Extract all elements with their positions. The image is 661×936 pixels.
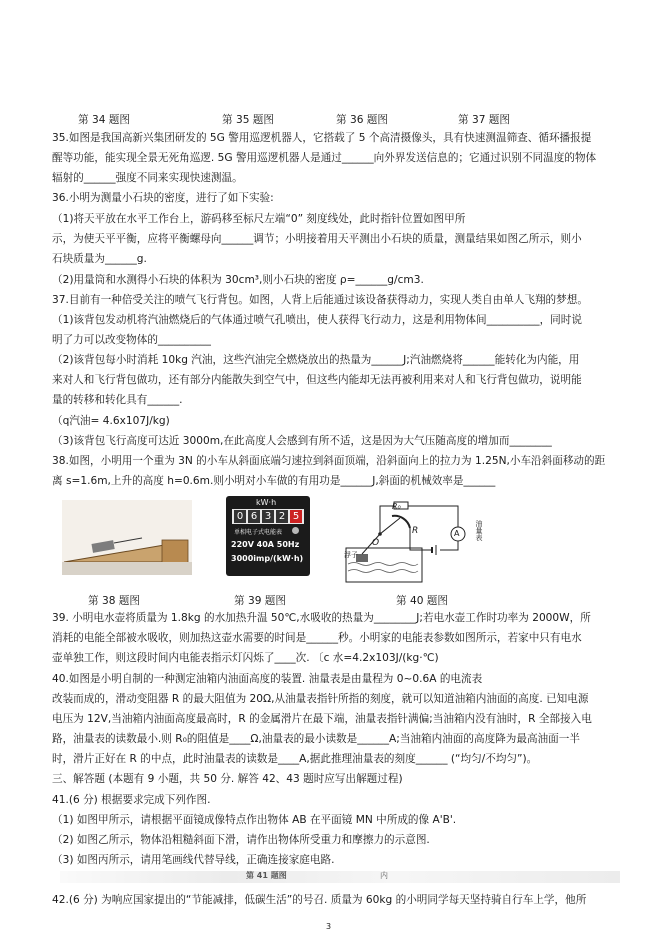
text-line: 41.(6 分) 根据要求完成下列作图. [52, 794, 211, 806]
label-o: O [372, 538, 380, 548]
text-line: 36.小明为测量小石块的密度，进行了如下实验: [52, 192, 274, 204]
text-line: 改装而成的，滑动变阻器 R 的最大阻值为 20Ω,从油量表指针所指的刻度，就可以知道油箱内油面的高度. 已知电源 [52, 693, 589, 705]
text-line: 38.如图，小明用一个重为 3N 的小车从斜面底端匀速拉到斜面顶端，沿斜面向上的拉力为 1.25N,小车沿斜面移动的距 [52, 455, 606, 467]
label-a: A [454, 529, 460, 538]
label-r: R [412, 526, 419, 536]
text-line: （1)将天平放在水平工作台上，游码移至标尺左端“0” 刻度线处，此时指针位置如图甲所 [52, 213, 466, 225]
meter-unit: kW·h [256, 498, 277, 507]
section-heading: 三、解答题 (本题有 9 小题，共 50 分. 解答 42、43 题时应写出解题过程) [52, 773, 403, 785]
meter-digits [232, 509, 304, 524]
text-line: 39. 小明电水壶将质量为 1.8kg 的水加热升温 50℃,水吸收的热量为________J;若电水壶工作时功率为 2000W，所 [52, 612, 591, 624]
text-line: （3)该背包飞行高度可达近 3000m,在此高度人会感到有所不适，这是因为大气压随高度的增加而________ [52, 435, 552, 447]
page-number: 3 [326, 922, 332, 931]
text-line: 路，油量表的读数最小.则 R₀的阻值是____Ω,油量表的最小读数是______A;当油箱内油面的高度降为最高油面一半 [52, 733, 580, 745]
meter-imp: 3000imp/(kW·h) [231, 554, 304, 563]
text-line: （q汽油= 4.6x107J/kg) [52, 415, 170, 427]
text-line: （1) 如图甲所示，请根据平面镜成像特点作出物体 AB 在平面镜 MN 中所成的像 A'B'. [52, 814, 457, 826]
text-line: 40.如图是小明自制的一种测定油箱内油面高度的装置. 油量表是由量程为 0~0.6A 的电流表 [52, 673, 483, 685]
text-line: 消耗的电能全部被水吸收，则加热这壶水需要的时间是______秒。小明家的电能表参数如图所示，若家中只有电水 [52, 632, 582, 644]
caption-fig34: 第 34 题图 [78, 114, 130, 126]
figure-40-circuit [340, 498, 490, 584]
meter-digit: 0 [234, 510, 246, 523]
caption-fig36: 第 36 题图 [336, 114, 388, 126]
meter-name: 单相电子式电能表 [234, 529, 283, 536]
caption-fig40: 第 40 题图 [396, 595, 448, 607]
text-line: （3) 如图丙所示，请用笔画线代替导线，正确连接家庭电路. [52, 854, 335, 866]
text-line: 示，为使天平平衡，应将平衡螺母向______调节；小明接着用天平测出小石块的质量，测量结果如图乙所示，则小 [52, 233, 582, 245]
text-line: 量的转移和转化具有______. [52, 394, 183, 406]
label-r0: R₀ [392, 502, 401, 511]
caption-fig38: 第 38 题图 [88, 595, 140, 607]
caption-fig39: 第 39 题图 [234, 595, 286, 607]
meter-lamp [292, 527, 299, 534]
caption-fig35: 第 35 题图 [222, 114, 274, 126]
text-line: 壶单独工作，则这段时间内电能表指示灯闪烁了____次. 〔c 水=4.2x103J/(kg·℃) [52, 652, 439, 664]
caption-fig41: 第 41 题图 [246, 871, 287, 880]
text-line: （1)该背包发动机将汽油燃烧后的气体通过喷气孔喷出，使人获得飞行动力，这是利用物体间__________，同时说 [52, 314, 582, 326]
text-line: 醒等功能，能实现全景无死角巡逻. 5G 警用巡逻机器人是通过______向外界发送信息的；它通过识别不同温度的物体 [52, 152, 597, 164]
figure-41-strip [60, 871, 620, 883]
text-line: 明了力可以改变物体的__________ [52, 334, 211, 346]
figure-38-incline [62, 500, 192, 575]
text-line: 电压为 12V,当油箱内油面高度最高时，R 的金属滑片在最下端，油量表指针满偏;当油箱内没有油时，R 全部接入电 [52, 713, 592, 725]
label-oil-meter: 油量表 [475, 520, 483, 541]
text-line: 离 s=1.6m,上升的高度 h=0.6m.则小明对小车做的有用功是______J,斜面的机械效率是______ [52, 475, 496, 487]
text-line: 35.如图是我国高新兴集团研发的 5G 警用巡逻机器人，它搭载了 5 个高清摄像头，具有快速测温筛查、循环播报提 [52, 132, 592, 144]
text-line: 时，滑片正好在 R 的中点，此时油量表的读数是____A,据此推理油量表的刻度______ (“均匀/不均匀”)。 [52, 753, 538, 765]
meter-digit: 3 [262, 510, 274, 523]
meter-digit: 6 [248, 510, 260, 523]
label-float: 浮子 [344, 551, 358, 559]
text-line: （2)用量筒和水测得小石块的体积为 30cm³,则小石块的密度 ρ=______g/cm3. [52, 274, 424, 286]
caption-fig37: 第 37 题图 [458, 114, 510, 126]
text-line: 37.目前有一种倍受关注的喷气飞行背包。如图，人背上后能通过该设备获得动力，实现人类自由单人飞翔的梦想。 [52, 294, 588, 306]
meter-digit: 5 [290, 510, 302, 523]
text-line: 辐射的______强度不同来实现快速测温。 [52, 172, 243, 184]
text-line: （2)该背包每小时消耗 10kg 汽油，这些汽油完全燃烧放出的热量为______J;汽油燃烧将______能转化为内能，用 [52, 354, 580, 366]
figure-39-meter [226, 496, 310, 576]
fig41-side-label: 内 [380, 871, 388, 880]
meter-digit: 2 [276, 510, 288, 523]
text-line: 42.(6 分) 为响应国家提出的“节能减排，低碳生活”的号召. 质量为 60kg 的小明同学每天坚持骑自行车上学，他所 [52, 894, 587, 906]
text-line: （2) 如图乙所示，物体沿粗糙斜面下滑，请作出物体所受重力和摩擦力的示意图. [52, 834, 430, 846]
text-line: 石块质量为______g. [52, 253, 147, 265]
text-line: 来对人和飞行背包做功，还有部分内能散失到空气中，但这些内能却无法再被利用来对人和飞行背包做功，说明能 [52, 374, 582, 386]
meter-spec: 220V 40A 50Hz [231, 540, 300, 549]
